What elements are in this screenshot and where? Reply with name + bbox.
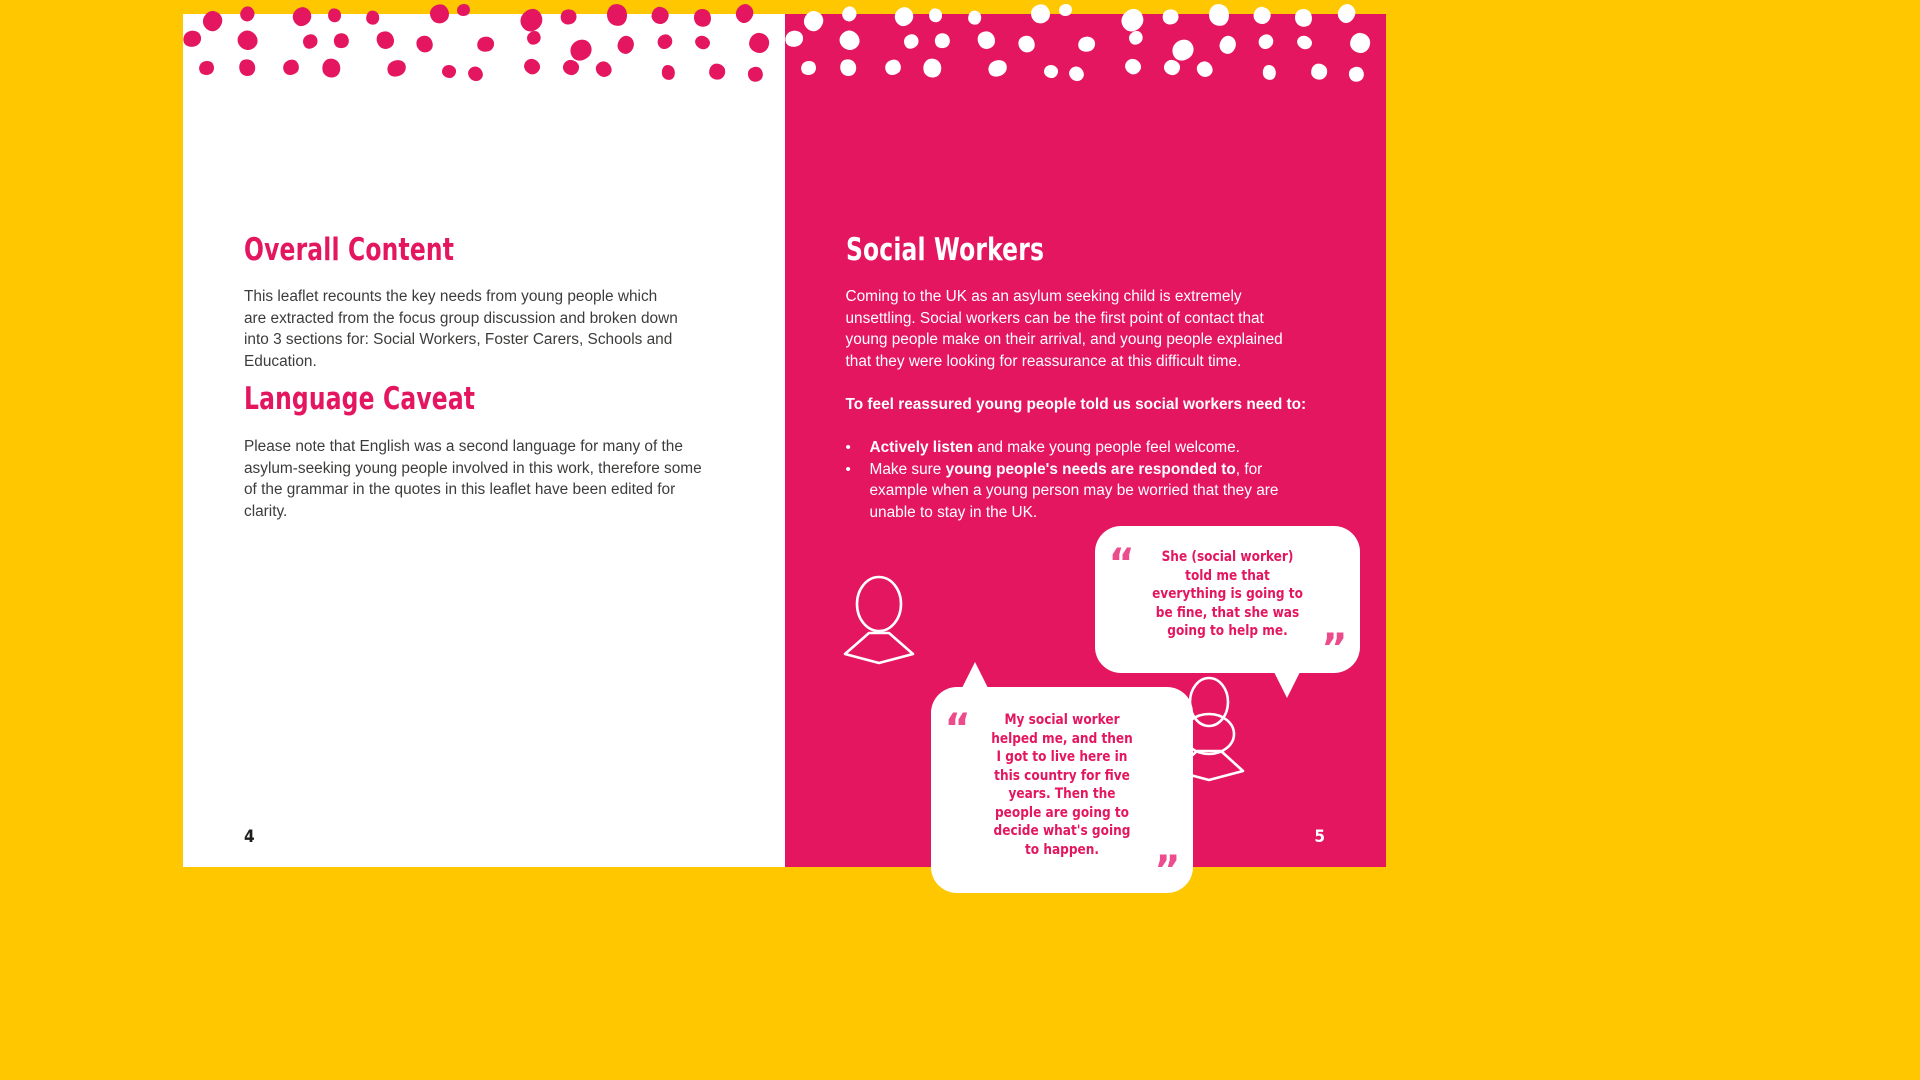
bullet-1-prefix: Make sure	[869, 460, 946, 478]
bullet-0-bold: Actively listen	[869, 439, 974, 456]
page-number-right: 5	[1314, 827, 1325, 847]
decorative-dot	[200, 8, 225, 34]
decorative-dot	[933, 31, 952, 50]
decorative-dot	[1015, 32, 1038, 55]
decorative-dot	[238, 4, 257, 24]
decorative-dot	[182, 29, 204, 50]
decorative-dot	[465, 64, 485, 84]
decorative-dot	[660, 63, 675, 80]
bullet-item-actively-listen	[846, 437, 1308, 459]
decorative-dot	[524, 29, 543, 48]
decorative-dot	[321, 57, 342, 79]
decorative-dot	[1252, 6, 1271, 25]
bubble-tail-2	[961, 662, 989, 690]
bullet-0-rest: and make young people feel welcome.	[973, 439, 1240, 456]
decorative-dot	[968, 11, 981, 25]
decorative-dot	[235, 28, 261, 54]
decorative-dot	[300, 31, 321, 52]
decorative-dot	[1346, 64, 1366, 84]
lead-in-text: To feel reassured young people told us social workers need to:	[845, 396, 1307, 413]
heading-language-caveat: Language Caveat	[244, 381, 476, 417]
decorative-dot	[236, 57, 257, 79]
decorative-dot	[562, 58, 581, 76]
left-page	[183, 14, 785, 867]
decorative-dot	[745, 64, 765, 84]
decorative-dot	[799, 59, 818, 77]
decorative-dot	[901, 31, 922, 52]
decorative-dot	[986, 56, 1010, 79]
decorative-dot	[651, 6, 670, 25]
heading-overall-content: Overall Content	[244, 232, 455, 268]
right-page	[785, 14, 1387, 894]
decorative-dot	[413, 32, 436, 55]
decorative-dot	[1163, 58, 1182, 76]
paragraph-overall-content: This leaflet recounts the key needs from young people which are extracted from the focus group discussion and broken down into 3 sections for: Social Workers, Foster Carers, Schools and Education.	[244, 288, 678, 370]
decorative-dot	[839, 4, 858, 24]
decorative-dot	[1262, 63, 1277, 80]
decorative-dot	[1194, 59, 1215, 80]
quote-open-icon: “	[1108, 541, 1135, 587]
decorative-dot	[593, 59, 614, 80]
decorative-dot	[783, 29, 805, 50]
decorative-dot	[327, 7, 342, 23]
quote-text-five-years: My social worker helped me, and then I got to live here in this country for five years. Then the people are going to decide what's going to happen.	[990, 712, 1133, 858]
decorative-dot	[748, 32, 770, 54]
decorative-dot	[456, 2, 472, 17]
decorative-dot	[1027, 0, 1054, 27]
decorative-dot	[838, 57, 859, 79]
decorative-dot	[367, 11, 380, 25]
decorative-dot	[616, 34, 636, 55]
quote-open-icon-2: “	[944, 706, 971, 752]
page-number-left: 4	[244, 827, 255, 847]
decorative-dot	[733, 1, 756, 25]
decorative-dot	[1117, 5, 1147, 36]
bubble-tail	[1273, 670, 1301, 698]
paragraph-language-caveat: Please note that English was a second language for many of the asylum-seeking young people involved in this work, therefore some of the grammar in the quotes in this leaflet have been edited for clarity.	[244, 438, 702, 520]
decorative-dot	[289, 3, 314, 29]
decorative-dot	[442, 64, 457, 78]
decorative-dot	[1311, 64, 1327, 80]
decorative-dot	[1335, 1, 1358, 25]
bullet-1-rest: , for example when a young person may be worried that they are unable to stay in the UK.	[869, 460, 1279, 521]
person-icon-upper	[843, 576, 915, 666]
decorative-dot	[1057, 2, 1073, 17]
needs-bullet-list	[846, 437, 1308, 523]
decorative-dot	[1218, 34, 1238, 55]
decorative-dot	[654, 31, 674, 51]
bullet-1-bold: young people's needs are responded to	[945, 460, 1236, 478]
decorative-dot	[1126, 29, 1145, 48]
decorative-dot	[197, 59, 216, 77]
decorative-dot	[891, 3, 916, 29]
decorative-dot-band-left	[183, 14, 785, 86]
speech-bubble-five-years	[931, 687, 1193, 893]
quote-text-reassurance: She (social worker) told me that everything is going to be fine, that she was going to help me.	[1151, 549, 1303, 639]
decorative-dot	[693, 33, 712, 51]
decorative-dot	[1043, 64, 1058, 78]
decorative-dot	[426, 0, 453, 27]
decorative-dot	[836, 28, 862, 54]
decorative-dot	[280, 57, 301, 78]
decorative-dot	[975, 28, 999, 53]
decorative-dot	[1293, 7, 1314, 29]
decorative-dot	[1077, 35, 1096, 53]
decorative-dot	[1168, 35, 1197, 64]
decorative-dot	[521, 57, 542, 78]
paragraph-social-workers-intro: Coming to the UK as an asylum seeking child is extremely unsettling. Social workers can be the first point of contact that young people make on their arrival, and young people explained that they were looking for reassurance at this difficult time.	[845, 288, 1283, 370]
decorative-dot	[882, 57, 903, 78]
decorative-dot	[560, 7, 579, 26]
decorative-dot	[1295, 33, 1314, 51]
decorative-dot	[1207, 3, 1231, 28]
leaflet-spread	[183, 14, 1386, 894]
speech-bubble-reassurance	[1095, 526, 1360, 673]
decorative-dot	[516, 5, 546, 36]
bullet-item-needs-responded	[846, 459, 1308, 524]
decorative-dot	[801, 8, 826, 34]
decorative-dot	[331, 31, 350, 50]
heading-social-workers: Social Workers	[845, 232, 1044, 268]
decorative-dot	[384, 56, 408, 79]
decorative-dot	[566, 35, 595, 64]
quote-close-icon: ”	[1321, 625, 1348, 672]
decorative-dot	[928, 7, 943, 23]
decorative-dot	[709, 64, 725, 80]
decorative-dot-band-right	[785, 14, 1387, 86]
decorative-dot	[605, 3, 629, 28]
quote-close-icon-2: ”	[1154, 848, 1181, 894]
decorative-dot	[1161, 7, 1180, 26]
decorative-dot	[373, 28, 397, 53]
decorative-dot	[1067, 64, 1087, 84]
decorative-dot	[1256, 31, 1276, 51]
decorative-dot	[922, 57, 943, 79]
decorative-dot	[691, 7, 712, 29]
decorative-dot	[1350, 32, 1372, 54]
decorative-dot	[1123, 57, 1144, 78]
decorative-dot	[475, 35, 494, 53]
